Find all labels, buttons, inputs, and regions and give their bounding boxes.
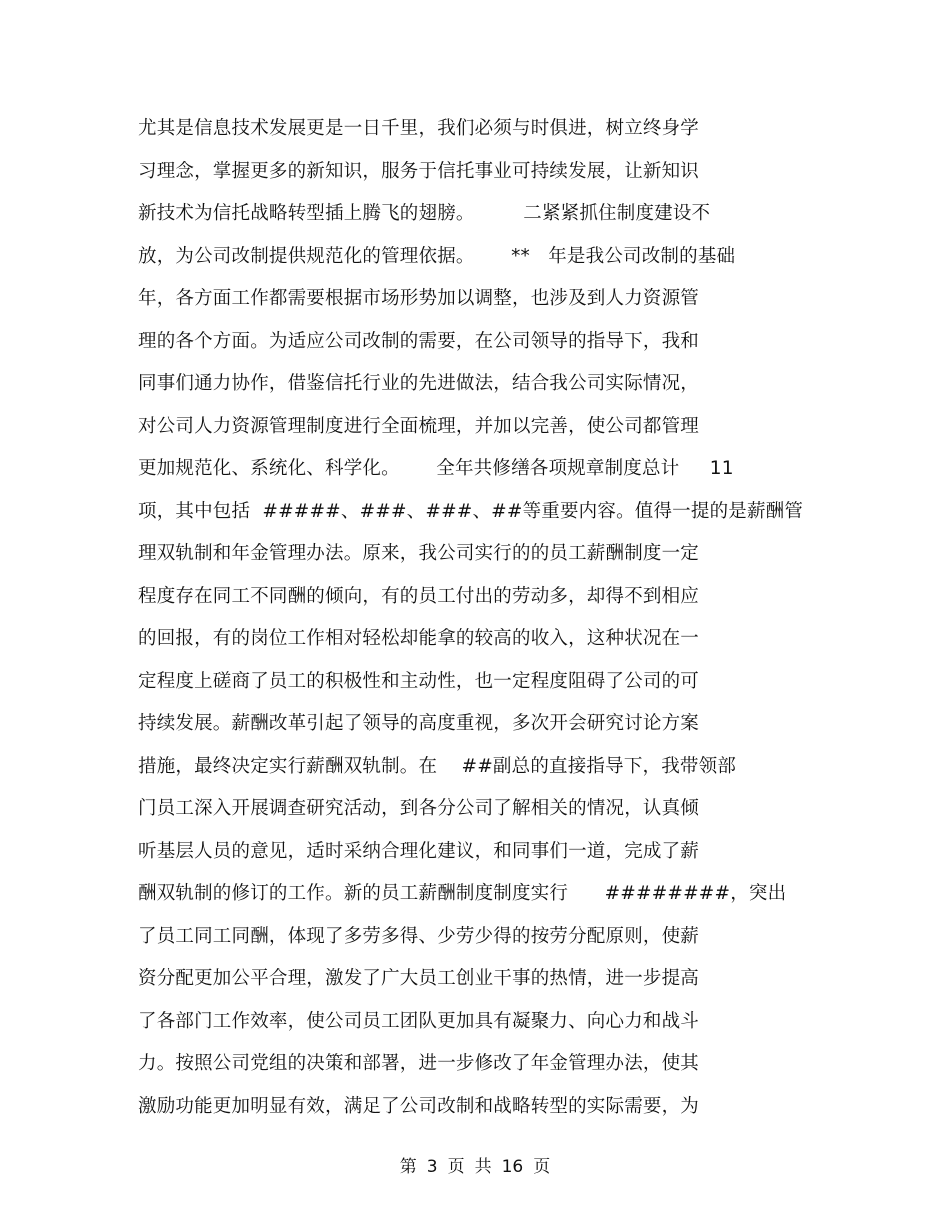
current-page-number: 3 [426,1157,438,1177]
footer-label-ye-end: 页 [533,1157,551,1177]
text-line: 了各部门工作效率，使公司员工团队更加具有凝聚力、向心力和战斗 [138,1010,700,1032]
text-line: 力。按照公司党组的决策和部署，进一步修改了年金管理办法，使其 [138,1053,700,1074]
text-line: 的回报，有的岗位工作相对轻松却能拿的较高的收入，这种状况在一 [138,628,700,649]
text-line: 放，为公司改制提供规范化的管理依据。 ** 年是我公司改制的基础 [138,245,736,267]
text-line: 听基层人员的意见，适时采纳合理化建议，和同事们一道，完成了薪 [138,840,700,862]
text-line: 门员工深入开展调查研究活动，到各分公司了解相关的情况，认真倾 [138,798,700,819]
text-line: 持续发展。薪酬改革引起了领导的高度重视，多次开会研究讨论方案 [138,713,700,734]
text-line: 新技术为信托战略转型插上腾飞的翅膀。 二紧紧抓住制度建设不 [138,203,711,224]
text-line: 理的各个方面。为适应公司改制的需要，在公司领导的指导下，我和 [138,330,700,352]
text-line: 理双轨制和年金管理办法。原来，我公司实行的的员工薪酬制度一定 [138,543,700,564]
text-line: 定程度上磋商了员工的积极性和主动性，也一定程度阻碍了公司的可 [138,670,700,692]
text-line: 习理念，掌握更多的新知识，服务于信托事业可持续发展，让新知识 [138,160,700,182]
text-line: 激励功能更加明显有效，满足了公司改制和战略转型的实际需要，为 [138,1095,700,1117]
footer-label-di: 第 [399,1157,417,1177]
text-line: 了员工同工同酬，体现了多劳多得、少劳少得的按劳分配原则，使薪 [138,925,700,947]
text-line: 程度存在同工不同酬的倾向，有的员工付出的劳动多，却得不到相应 [138,585,700,607]
page-footer [0,1152,950,1177]
text-line: 措施，最终决定实行薪酬双轨制。在 ##副总的直接指导下，我带领部 [138,755,737,777]
text-line: 尤其是信息技术发展更是一日千里，我们必须与时俱进，树立终身学 [138,118,700,139]
footer-label-gong: 共 [474,1157,492,1177]
text-line: 年，各方面工作都需要根据市场形势加以调整，也涉及到人力资源管 [138,288,700,309]
text-line: 资分配更加公平合理，激发了广大员工创业干事的热情，进一步提高 [138,968,700,989]
text-line: 对公司人力资源管理制度进行全面梳理，并加以完善，使公司都管理 [138,415,700,437]
text-line: 酬双轨制的修订的工作。新的员工薪酬制度制度实行 ########，突出 [138,883,787,904]
text-line: 项，其中包括 #####、###、###、##等重要内容。值得一提的是薪酬管 [138,500,804,522]
body-text [138,112,818,1132]
text-line: 更加规范化、系统化、科学化。 全年共修缮各项规章制度总计 11 [138,458,734,479]
text-line: 同事们通力协作，借鉴信托行业的先进做法，结合我公司实际情况， [138,373,700,394]
total-pages-number: 16 [501,1157,524,1177]
footer-label-ye: 页 [447,1157,465,1177]
